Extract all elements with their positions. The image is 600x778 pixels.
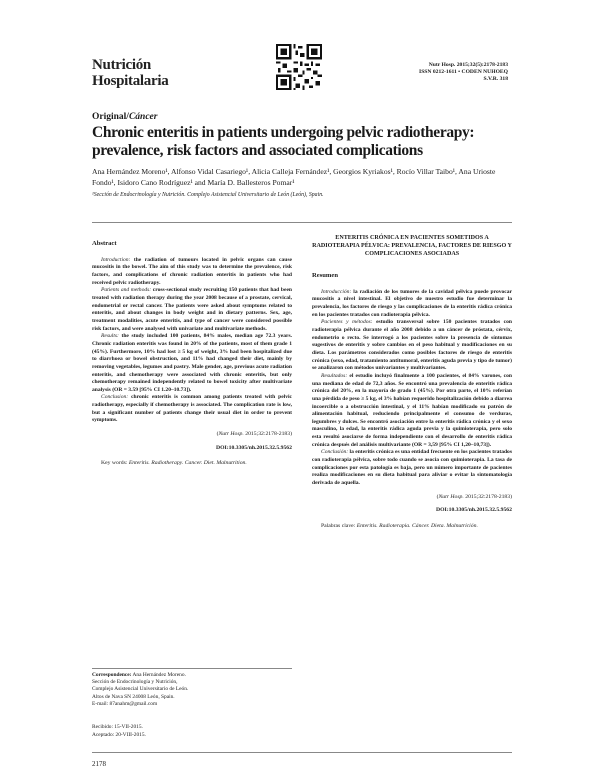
intro-label: Introduction: bbox=[101, 256, 131, 263]
correspondence-line: Sección de Endocrinología y Nutrición, bbox=[92, 679, 178, 686]
conclusion-text: chronic enteritis is common among patients treated with pelvic radiotherapy, especially if chemotherapy is associated. The complication rate is low, but a significant number of patients change their usual diet in order to prevent symptoms. bbox=[92, 394, 292, 424]
results-label: Results: bbox=[101, 333, 119, 340]
citation-open: ( bbox=[436, 493, 439, 500]
resumen-methods bbox=[312, 319, 512, 373]
abstract-heading: Abstract bbox=[92, 240, 117, 247]
results-label: Resultados: bbox=[321, 372, 348, 379]
header-divider bbox=[92, 222, 512, 223]
keywords-text: Enteritis. Radioterapia. Cáncer. Dieta. Malnutrición. bbox=[356, 523, 478, 530]
correspondence-label: Correspondence: bbox=[92, 672, 132, 678]
citation-rest: 2015;32:2178-2183) bbox=[243, 431, 292, 438]
journal-ref-line: ISSN 0212-1611 • CODEN NUHOEQ bbox=[419, 69, 508, 75]
conclusion-label: Conclusión: bbox=[321, 449, 349, 456]
keywords bbox=[92, 460, 292, 468]
correspondence-email: E-mail: 87anahm@gmail.com bbox=[92, 700, 158, 707]
citation-open: ( bbox=[216, 431, 219, 438]
intro-text: the radiation of tumours located in pelvic organs can cause mucositis in the bowel. The aim of this study was to determine the prevalence, risk factors, and complications of chronic radiation enteritis in patients who had received pelvic radiotherapy. bbox=[92, 256, 292, 286]
qr-code bbox=[276, 44, 322, 90]
resumen-heading: Resumen bbox=[312, 272, 339, 279]
correspondence bbox=[92, 672, 292, 708]
intro-label: Introducción: bbox=[321, 288, 352, 295]
methods-text: cross-sectional study recruiting 150 patients that had been treated with radiation therapy during the year 2008 because of a prostate, cervical, endometrial or rectal cancer. The patients were asked about symptoms related to enteritis, and about changes in body weight and in dietary patterns. Sex, age, treatment modalities, acute enteritis, and type of cancer were considered possible risk factors, and were analysed with univariate and multivariate methods. bbox=[92, 287, 293, 332]
methods-label: Pacientes y métodos: bbox=[321, 319, 373, 326]
citation-rest: 2015;32:2178-2183) bbox=[463, 493, 512, 500]
citation bbox=[312, 494, 512, 502]
correspondence-name-line bbox=[92, 672, 292, 679]
submission-dates bbox=[92, 724, 146, 739]
author-list: Ana Hernández Moreno¹, Alfonso Vidal Casariego¹, Alicia Calleja Fernández¹, Georgios Kyriakos¹, Rocío Villar Taibo¹, Ana Urioste Fondo¹, Isidoro Cano Rodríguez¹ and María D. Ballesteros Pomar¹ bbox=[92, 167, 496, 187]
keywords-text: Enteritis. Radiotherapy. Cancer. Diet. Malnutrition. bbox=[128, 460, 247, 467]
abstract-conclusion bbox=[92, 394, 292, 425]
correspondence-divider bbox=[92, 668, 292, 669]
resumen-results bbox=[312, 373, 512, 450]
footer-divider bbox=[92, 752, 512, 753]
abstract-english bbox=[92, 240, 292, 468]
abstract-results bbox=[92, 333, 292, 394]
conclusion-label: Conclusion: bbox=[101, 394, 129, 401]
section-type: Original/ bbox=[92, 112, 129, 122]
journal-ref-line: Nutr Hosp. 2015;32(5):2178-2183 bbox=[428, 62, 508, 68]
resumen-introduction bbox=[312, 289, 512, 320]
affiliation: ¹Sección de Endocrinología y Nutrición. Complejo Asistencial Universitario de León (León), Spain. bbox=[92, 192, 324, 198]
journal-logo bbox=[92, 58, 172, 89]
page-number: 2178 bbox=[92, 760, 106, 768]
journal-reference bbox=[380, 62, 508, 83]
results-text: the study included 100 patients, 84% males, median age 72.3 years. Chronic radiation enteritis was found in 20% of the patients, most of them grade 1 (45%). Furthermore, 10% had lost ≥ 5 kg of weight, 3% had been hospitalized due to diarrhoea or bowel obstruction, and 11% had changed their diet, mainly by removing vegetables, legumes and pastry. Male gender, age, previous acute radiation enteritis, and chemotherapy were associated with chronic enteritis, but only chemotherapy remained independently related to bowel toxicity after multivariate analysis (OR = 3.59 [95% CI 1.20–10.73]). bbox=[92, 333, 292, 393]
keywords-label: Palabras clave: bbox=[321, 523, 357, 530]
citation bbox=[92, 431, 292, 439]
article-title: Chronic enteritis in patients undergoing pelvic radiotherapy: prevalence, risk factors and associated complications bbox=[92, 124, 475, 159]
doi: DOI:10.3305/nh.2015.32.5.9562 bbox=[216, 444, 292, 451]
methods-label: Patients and methods: bbox=[101, 287, 152, 294]
methods-text: estudio transversal sobre 150 pacientes tratados con radioterapia pélvica durante el año 2008 debido a un cáncer de próstata, cérvix, endometrio o recto. Se interrogó a los pacientes sobre la presencia de síntomas sugestivos de enteritis y sobre cambios en el peso habitual y modificaciones en su dieta. Los parámetros considerados como posibles factores de riesgo de enteritis crónica (sexo, edad, tratamiento antitumoral, enteritis aguda previa y tipo de tumor) se analizaron con métodos univariantes y multivariantes. bbox=[312, 319, 512, 372]
received-date: Recibido: 15-VII-2015. bbox=[92, 724, 143, 730]
correspondence-line: Altos de Nava SN 24008 León, Spain. bbox=[92, 693, 175, 700]
section-subtype: Cáncer bbox=[128, 112, 158, 122]
resumen-conclusion bbox=[312, 449, 512, 487]
citation-journal: Nutr Hosp. bbox=[218, 431, 244, 438]
abstract-spanish bbox=[312, 234, 512, 531]
abstract-introduction bbox=[92, 257, 292, 288]
abstract-methods bbox=[92, 287, 292, 333]
logo-line-1: Nutrición bbox=[92, 57, 151, 73]
results-text: el estudio incluyó finalmente a 100 pacientes, el 84% varones, con una mediana de edad de 72,3 años. Se encontró una prevalencia de enteritis rádica crónica del 20%, en la mayoría de grado 1 (45%). Por otra parte, el 10% referían una pérdida de peso ≥ 5 kg, el 3% habían requerido hospitalización debido a diarrea incoercible o a obstrucción intestinal, y el 11% habían modificado su patrón de alimentación habitual, reduciendo principalmente el consumo de verduras, legumbres y dulces. Se encontró asociación entre la enteritis rádica crónica y el sexo masculino, la edad, la enteritis rádica aguda previa y la quimioterapia, pero solo esta resultó asociarse de forma independiente con el desarrollo de enteritis rádica crónica después del análisis multivariante (OR = 3,59 [95% CI 1,20–10,73]). bbox=[312, 372, 512, 448]
doi: DOI:10.3305/nh.2015.32.5.9562 bbox=[436, 507, 512, 514]
intro-text: la radiación de los tumores de la cavidad pélvica puede provocar mucositis a nivel intestinal. El objetivo de nuestro estudio fue determinar la prevalencia, los factores de riesgo y las complicaciones de la enteritis rádica crónica en los pacientes tratados con radioterapia pélvica. bbox=[312, 288, 512, 318]
citation-journal: Nutr Hosp. bbox=[438, 493, 464, 500]
logo-line-2: Hospitalaria bbox=[92, 73, 169, 89]
article-section bbox=[92, 112, 157, 122]
conclusion-text: la enteritis crónica es una entidad frecuente en los pacientes tratados con radioterapia pélvica, sobre todo cuando se asocia con quimioterapia. La tasa de complicaciones por esta patología es baja, pero un número importante de pacientes realiza modificaciones en su dieta habitual para aliviar o evitar la sintomatología derivada de aquella. bbox=[312, 449, 512, 487]
keywords-label: Key words: bbox=[101, 460, 129, 467]
correspondence-line: Complejo Asistencial Universitario de León. bbox=[92, 686, 189, 693]
journal-ref-line: S.V.R. 318 bbox=[483, 76, 508, 82]
accepted-date: Aceptado: 20-VIII-2015. bbox=[92, 731, 146, 738]
spanish-title: ENTERITIS CRÓNICA EN PACIENTES SOMETIDOS A RADIOTERAPIA PÉLVICA: PREVALENCIA, FACTORES DE RIESGO Y COMPLICACIONES ASOCIADAS bbox=[312, 235, 512, 257]
correspondence-name: Ana Hernández Moreno. bbox=[131, 672, 186, 678]
keywords bbox=[312, 523, 512, 531]
